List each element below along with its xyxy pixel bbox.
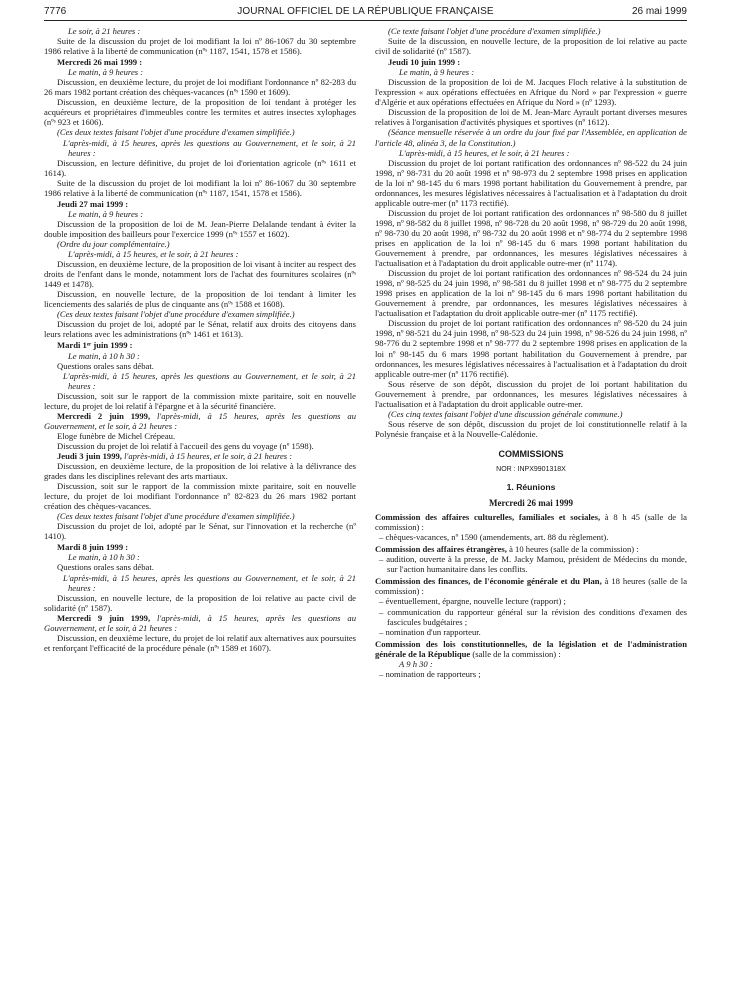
left-paragraph: L'après-midi, à 15 heures, après les questions au Gouvernement, et le soir, à 21 heures : [63,572,356,593]
commission-time: à 10 heures (salle de la commission) : [506,544,639,555]
commission-name: Commission des lois constitutionnelles, de la législation et de l'administration générale de la République [375,638,687,659]
commission-time: (salle de la commission) : [470,648,561,659]
left-paragraph: Le matin, à 10 h 30 : [68,552,140,563]
right-paragraph: (Séance mensuelle réservée à un ordre du jour fixé par l'Assemblée, en application de l'article 48, alinéa 3, de la Constitution.) [375,127,687,148]
left-paragraph: Discussion du projet de loi, adopté par le Sénat, relatif aux droits des citoyens dans leurs relations avec les administrations (nºˢ 1461 et 1613). [44,319,356,340]
left-paragraph: Discussion, en deuxième lecture, de la proposition de loi relative à la délivrance des grades dans les disciplines relevant des arts martiaux. [44,461,356,482]
reunions-subheading: 1. Réunions [506,482,556,493]
commission-time: à 8 h 45 (salle de la commission) : [375,512,687,533]
commissions-list [375,512,687,679]
commission-agenda-item: A 9 h 30 : [399,658,433,669]
commission-entry [375,576,687,596]
commission-agenda-item: – audition, ouverte à la presse, de M. Jacky Mamou, président de Médecins du monde, sur l'action humanitaire dans les conflits. [379,554,687,575]
left-paragraph: Mardi 1ᵉʳ juin 1999 : [57,340,133,351]
left-paragraph: Discussion du projet de loi relatif à l'accueil des gens du voyage (nº 1598). [57,440,314,451]
page-number: 7776 [44,6,67,17]
left-paragraph: Discussion du projet de loi, adopté par le Sénat, sur l'innovation et la recherche (nº 1410). [44,521,356,542]
commission-entry [375,544,687,554]
journal-title: JOURNAL OFFICIEL DE LA RÉPUBLIQUE FRANÇAISE [237,6,494,17]
left-day-time: l'après-midi, à 15 heures, après les questions au Gouvernement, et le soir, à 21 heures : [44,612,356,633]
reunions-date: Mercredi 26 mai 1999 [489,498,573,509]
left-paragraph: Questions orales sans débat. [57,562,154,573]
left-day-heading: Mercredi 9 juin 1999, [57,612,151,623]
left-paragraph: Mardi 8 juin 1999 : [57,542,129,553]
left-paragraph: Le matin, à 9 heures : [68,67,144,78]
left-paragraph: Eloge funèbre de Michel Crépeau. [57,430,176,441]
left-paragraph: Jeudi 27 mai 1999 : [57,198,129,209]
commissions-heading: COMMISSIONS [498,448,564,459]
commission-name: Commission des affaires étrangères, [375,544,507,555]
left-paragraph: Mercredi 26 mai 1999 : [57,57,143,68]
right-paragraph: Discussion du projet de loi portant ratification des ordonnances nº 98-524 du 24 juin 1998, nº 98-525 du 24 juin 1998, nº 98-581 du 8 juillet 1998 et nº 98-775 du 2 septembre 1998 prises en application de la loi nº 98-145 du 6 mars 1998 portant habilitation du Gouvernement à prendre, par ordonnances, les mesures législatives nécessaires à l'actualisation et l'adaptation du droit applicable outre-mer (nº 1175 rectifié). [375,268,687,319]
left-paragraph: L'après-midi, à 15 heures, et le soir, à 21 heures : [68,249,239,260]
right-paragraph: Discussion du projet de loi portant ratification des ordonnances nº 98-522 du 24 juin 1998, nº 98-731 du 20 août 1998 et nº 98-973 du 2 septembre 1998 prises en application de la loi nº 98-145 du 6 mars 1998 portant habilitation du Gouvernement à prendre, par ordonnances, les mesures législatives nécessaires à l'actualisation et à l'adaptation du droit applicable outre-mer (nº 1173 rectifié). [375,157,687,208]
left-paragraph: Discussion, en nouvelle lecture, de la proposition de loi tendant à limiter les licenciements des salariés de plus de cinquante ans (nºˢ 1588 et 1608). [44,289,356,310]
issue-date: 26 mai 1999 [631,6,687,17]
left-paragraph: Discussion, en lecture définitive, du projet de loi d'orientation agricole (nºˢ 1611 et 1614). [44,157,356,178]
nor-reference: NOR : INPX9901318X [496,465,566,473]
right-paragraph: Discussion de la proposition de loi de M. Jacques Floch relative à la substitution de l'expression « aux opérations effectuées en Afrique du Nord » par l'expression « guerre d'Algérie et aux opérations effectuées en Afrique du Nord » (nº 1293). [375,77,687,108]
left-paragraph: Discussion, en nouvelle lecture, de la proposition de loi relative au pacte civil de solidarité (nº 1587). [44,592,356,613]
commission-name: Commission des affaires culturelles, familiales et sociales, [375,512,601,523]
right-paragraph: Jeudi 10 juin 1999 : [388,57,461,68]
left-paragraph: Discussion, soit sur le rapport de la commission mixte paritaire, soit en nouvelle lecture, du projet de loi modifiant l'ordonnance nº 82-823 du 26 mars 1982 portant création des chèques-vacances. [44,481,356,512]
left-day-time: l'après-midi, à 15 heures, après les questions au Gouvernement, et le soir, à 21 heures : [44,410,356,431]
right-paragraph: (Ces cinq textes faisant l'objet d'une discussion générale commune.) [388,408,623,419]
left-day-heading: Jeudi 3 juin 1999, [57,450,122,461]
header-rule [44,20,687,21]
left-paragraph: Suite de la discussion du projet de loi modifiant la loi nº 86-1067 du 30 septembre 1986 relative à la liberté de communication (nºˢ 1187, 1541, 1578 et 1586). [44,36,356,57]
left-paragraph: (Ces deux textes faisant l'objet d'une procédure d'examen simplifiée.) [57,511,295,522]
left-paragraph: Discussion, en deuxième lecture, du projet de loi modifiant l'ordonnance nº 82-283 du 26 mars 1982 portant création des chèques-vacances (nºˢ 1590 et 1609). [44,77,356,98]
left-paragraph: Discussion, soit sur le rapport de la commission mixte paritaire, soit en nouvelle lecture, du projet de loi relatif à l'épargne et à la sécurité financière. [44,390,356,411]
right-column [375,26,687,679]
left-paragraph [44,411,356,431]
commission-entry [375,639,687,659]
left-day-time: l'après-midi, à 15 heures, et le soir, à 21 heures : [121,450,293,461]
left-column [44,26,356,653]
left-paragraph: Le soir, à 21 heures : [68,26,141,36]
left-paragraph [44,451,356,461]
commission-name: Commission des finances, de l'économie générale et du Plan, [375,576,602,587]
right-paragraph: (Ce texte faisant l'objet d'une procédure d'examen simplifiée.) [388,26,601,36]
left-paragraph: (Ordre du jour complémentaire.) [57,238,170,249]
left-paragraph: Discussion, en deuxième lecture, de la proposition de loi tendant à protéger les acquéreurs et propriétaires d'immeubles contre les termites et autres insectes xylophages (nºˢ 923 et 1606). [44,97,356,128]
right-paragraph: Sous réserve de son dépôt, discussion du projet de loi constitutionnelle relatif à la Polynésie française et à la Nouvelle-Calédonie. [375,418,687,439]
left-paragraph: Discussion de la proposition de loi de M. Jean-Pierre Delalande tendant à éviter la double imposition des bailleurs pour l'exercice 1999 (nºˢ 1557 et 1602). [44,218,356,239]
commission-entry [375,512,687,532]
left-paragraph [44,613,356,633]
left-day-heading: Mercredi 2 juin 1999, [57,410,151,421]
commission-agenda-item: – communication du rapporteur général sur la révision des conditions d'examen des fascicules budgétaires ; [379,606,687,627]
left-paragraph: Le matin, à 10 h 30 : [68,350,140,361]
left-paragraph: L'après-midi, à 15 heures, après les questions au Gouvernement, et le soir, à 21 heures : [63,370,356,391]
left-paragraph: Suite de la discussion du projet de loi modifiant la loi nº 86-1067 du 30 septembre 1986 relative à la liberté de communication (nºˢ 1187, 1541, 1578 et 1586). [44,177,356,198]
right-paragraph: Discussion de la proposition de loi de M. Jean-Marc Ayrault portant diverses mesures relatives à l'organisation d'activités physiques et sportives (nº 1612). [375,107,687,128]
right-paragraph: Suite de la discussion, en nouvelle lecture, de la proposition de loi relative au pacte civil de solidarité (nº 1587). [375,36,687,57]
left-paragraph: (Ces deux textes faisant l'objet d'une procédure d'examen simplifiée.) [57,127,295,138]
left-paragraph: Le matin, à 9 heures : [68,208,144,219]
right-paragraph: L'après-midi, à 15 heures, et le soir, à 21 heures : [399,147,570,158]
commission-agenda-item: – éventuellement, épargne, nouvelle lecture (rapport) ; [379,596,566,607]
right-paragraph: Discussion du projet de loi portant ratification des ordonnances nº 98-580 du 8 juillet 1998, nº 98-582 du 8 juillet 1998, nº 98-728 du 20 août 1998, nº 98-729 du 20 août 1998, nº 98-730 du 20 août 1998, nº 98-732 du 20 août 1998 et nº 98-774 du 2 septembre 1998 prises en application de la loi nº 98-145 du 6 mars 1998 portant habilitation du Gouvernement à prendre, par ordonnances, les mesures législatives nécessaires à l'actualisation et à l'adaptation du droit applicable outre-mer (nº 1174). [375,207,687,269]
commission-agenda-item: – chèques-vacances, nº 1590 (amendements, art. 88 du règlement). [379,532,609,543]
left-paragraph: Questions orales sans débat. [57,360,154,371]
commission-time: à 18 heures (salle de la commission) : [375,576,688,597]
right-paragraph: Le matin, à 9 heures : [399,67,475,78]
right-paragraph: Discussion du projet de loi portant ratification des ordonnances nº 98-520 du 24 juin 1998, nº 98-521 du 24 juin 1998, nº 98-523 du 24 juin 1998, nº 98-526 du 24 juin 1998, nº 98-776 du 2 septembre 1998 et nº 98-777 du 2 septembre 1998 prises en application de la loi nº 98-145 du 6 mars 1998 portant habilitation du Gouvernement à prendre, par ordonnances, les mesures législatives nécessaires à l'actualisation et à l'adaptation du droit applicable outre-mer (nº 1176 rectifié). [375,318,687,379]
right-column-agenda [375,26,687,439]
right-paragraph: Sous réserve de son dépôt, discussion du projet de loi portant habilitation du Gouvernement à prendre, par ordonnances, les mesures législatives nécessaires à l'actualisation et à l'adaptation du droit applicable outre-mer. [375,378,687,409]
left-paragraph: Discussion, en deuxième lecture, du projet de loi relatif aux alternatives aux poursuites et renforçant l'efficacité de la procédure pénale (nºˢ 1589 et 1607). [44,632,356,653]
left-paragraph: (Ces deux textes faisant l'objet d'une procédure d'examen simplifiée.) [57,309,295,320]
left-paragraph: L'après-midi, à 15 heures, après les questions au Gouvernement, et le soir, à 21 heures : [63,137,356,158]
left-paragraph: Discussion, en deuxième lecture, de la proposition de loi visant à inciter au respect des droits de l'enfant dans le monde, notamment lors de l'achat des fournitures scolaires (nºˢ 1449 et 1478). [44,259,356,290]
commission-agenda-item: – nomination de rapporteurs ; [379,668,481,679]
commission-agenda-item: – nomination d'un rapporteur. [379,626,481,637]
